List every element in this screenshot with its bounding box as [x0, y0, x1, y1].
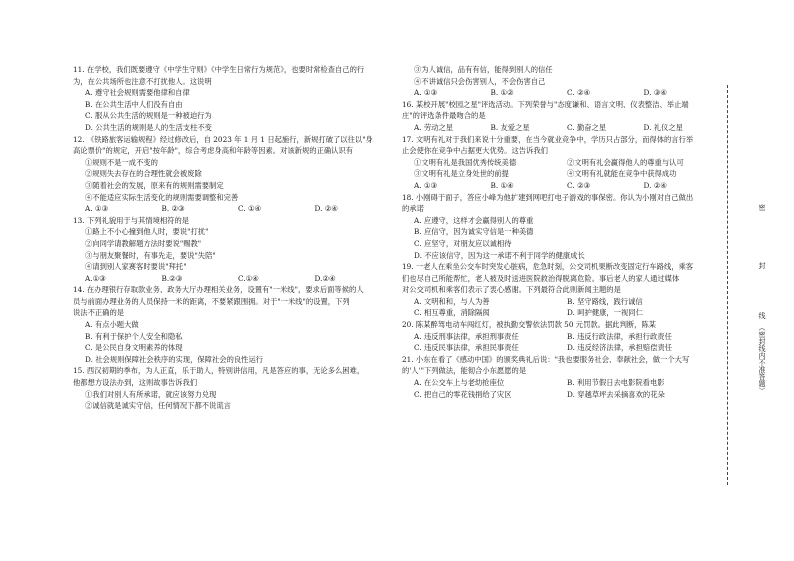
question-13-item-2: ②向同学请教解题方法时要说"赐教": [85, 238, 202, 248]
question-21-choices-row-2: [402, 389, 720, 401]
question-11-stem: 11. 在学校，我们既要遵守《中学生守则》《中学生日常行为规范》，也要时常检查自己的行: [73, 65, 365, 74]
question-12-stem-cont: 高论票价"的规定，开启"按年龄"，综合考虑身高和年龄等因素。对该新规的正确认识有: [73, 146, 354, 156]
question-14-option-b: B. 有利于保护个人安全和隐私: [85, 331, 183, 341]
question-17-items-row-2: [402, 168, 720, 180]
question-16-option-d: D. 礼仪之星: [643, 122, 683, 132]
question-21-stem-cont: 的'人'"下列做法，能彻合小东愿愿的是: [402, 366, 527, 376]
question-20-stem: 20. 陈某醉驾电动车闯红灯，被执勤交警依法罚款 50 元罚款。据此判断，陈某: [402, 320, 657, 330]
question-14-stem: 14. 在办理银行存取款业务、政务大厅办理相关业务，设置有"一米线"，要求后面等候的人: [73, 285, 364, 295]
seal-char-xian: 线: [758, 312, 766, 319]
question-18-stem: 18. 小刚碍于面子，答应小峰为他扩建到网吧打电子游戏的事保密。你认为小刚对自己做出: [402, 192, 694, 202]
question-20-option-b: B. 违反行政法律，承担行政责任: [567, 331, 672, 341]
question-15-item-3: ③为人诚信，品有有信，能得到别人的信任: [414, 65, 553, 74]
seal-dashed-line: [727, 85, 728, 485]
question-15-option-c: C. ②④: [567, 88, 591, 98]
seal-char-feng: 封: [758, 262, 766, 269]
question-15-stem-cont: 他都想方设法办到，这则故事告诉我们: [73, 378, 198, 388]
question-15-option-a: A. ①③: [414, 88, 437, 98]
question-19-choices-row-1: [402, 296, 720, 308]
question-20-choices-row-1: [402, 331, 720, 343]
question-13-item-3: ③与朋友聚餐时，有事先走，要说"失陪": [85, 250, 216, 260]
question-12-item-1: ①规则不是一成不变的: [85, 157, 158, 167]
question-19-option-d: D. 呵护健康，一视同仁: [567, 308, 643, 318]
question-17-stem-cont: 止会使你在竞争中占据更大优势。这告诉我们: [402, 146, 548, 156]
question-17-item-4: ④文明有礼就能在竞争中获得成功: [567, 169, 677, 179]
question-21-option-d: D. 穿越草坪去采摘喜欢的花朵: [567, 389, 665, 399]
question-17-option-b: B. ①④: [490, 180, 514, 190]
question-13-option-c: C.①④: [238, 273, 259, 283]
question-18-option-a: A. 应遵守，这样才会赢得别人的尊重: [414, 215, 534, 225]
question-18-option-d: D. 不应该信守，因为这一承诺不利于同学的健康成长: [414, 250, 585, 260]
question-14-option-c: C. 是公民自身文明素养的体现: [85, 343, 183, 353]
question-12-option-c: C. ①④: [238, 204, 262, 214]
question-15-item-1: ①我们对别人有所承诺，就应该努力兑现: [85, 389, 217, 399]
question-13-stem: 13. 下列礼貌用于与其情境相符的是: [73, 215, 190, 225]
question-21-option-b: B. 利用节假日去电影院看电影: [567, 378, 665, 388]
question-16-option-c: C. 勤奋之星: [567, 122, 607, 132]
question-17-item-1: ①文明有礼是我国优秀传统美德: [414, 157, 517, 167]
question-19-option-a: A. 文明和和，与人为善: [414, 296, 490, 306]
question-15-stem: 15. 西汉初期的季布，为人正直，乐于助人，特别讲信用，凡是答应的事，无论多么困难，: [73, 366, 365, 376]
right-column: [402, 64, 720, 400]
question-11-option-a: A. 遵守社会规则需要他律和自律: [85, 88, 190, 98]
question-12-option-b: B. ②③: [161, 204, 185, 214]
question-15-item-4: ④不讲诚信只会伤害别人，不会伤害自己: [414, 76, 546, 86]
question-12-choices: [73, 203, 391, 215]
question-20-choices-row-2: [402, 342, 720, 354]
question-12-item-2: ②规则失去存在的合理性就会被废除: [85, 169, 202, 179]
question-13-choices: [73, 273, 391, 285]
question-12-option-a: A. ①③: [85, 204, 108, 214]
question-20-option-d: D. 违反经济法律，承担赔偿责任: [567, 343, 673, 353]
question-15-option-b: B. ①②: [490, 88, 514, 98]
question-16-stem-cont: 庄"的评选条件最吻合的是: [402, 111, 486, 121]
question-12-stem: 12. 《铁路旅客运输规程》经过修改后，自 2023 年 1 月 1 日起施行，新规打破了以往以"身: [73, 134, 373, 144]
question-11-stem-cont: 为，在公共场所也注意不打扰他人。这说明: [73, 76, 212, 86]
question-16-option-b: B. 友爱之星: [490, 122, 530, 132]
question-17-option-a: A. ①③: [414, 180, 437, 190]
question-21-option-c: C. 把自己的零花钱捐给了灾区: [414, 389, 512, 399]
question-13-item-4: ④请到别人家赛客时要说"拜托": [85, 262, 187, 272]
question-19-stem: 19. 一老人在乘坐公交车时突发心脏病，危急时刻，公交司机果断改变固定行车路线，乘客: [402, 262, 694, 272]
question-17-items-row-1: [402, 157, 720, 169]
question-14-stem-end: 说法不正确的是: [73, 308, 125, 318]
question-18-option-b: B. 应信守，因为诚实守信是一种美德: [414, 227, 534, 237]
question-12-item-4: ④不能适应实际生活变化的规则需要调整和完善: [85, 192, 239, 202]
question-17-choices: [402, 180, 720, 192]
question-15-option-d: D. ③④: [643, 88, 667, 98]
left-column: [73, 64, 391, 412]
question-11-option-d: D. 公共生活的规则是人的生活支柱不变: [85, 122, 212, 132]
question-16-choices: [402, 122, 720, 134]
question-20-option-c: C. 违反民事法律，承担民事责任: [414, 343, 519, 353]
question-13-option-b: B.②③: [161, 273, 183, 283]
question-14-option-d: D. 社会规则保障社会秩序的实现，保障社会的良性运行: [85, 354, 264, 364]
question-14-stem-cont: 员与前面办理业务的人员保持一米的距离，不要紧跟围拥。对于"一米线"的设置，下列: [73, 296, 350, 306]
question-21-option-a: A. 在公交车上与老幼抢座位: [414, 378, 505, 388]
question-13-option-a: A.①③: [85, 273, 106, 283]
question-14-option-a: A. 有点小题大做: [85, 320, 139, 330]
question-15-item-2: ②诚信就是诚实守信，任何情况下都不说谎言: [85, 401, 231, 411]
question-21-stem: 21. 小东在看了《感动中国》的颁奖典礼后说："我也要服务社会、奉献社会，做一个大写: [402, 354, 690, 364]
question-18-stem-cont: 的承诺: [402, 204, 424, 214]
question-17-option-c: C. ②③: [567, 180, 591, 190]
question-19-stem-cont: 们也尽自己所能帮忙，老人被及时送进医院救治得脱离危险。事后老人的家人通过媒体: [402, 273, 680, 283]
question-17-item-3: ③文明有礼是立身处世的前提: [414, 169, 509, 179]
question-18-option-c: C. 应坚守，对朋友应以诚相待: [414, 238, 512, 248]
seal-note: （密封线内不准答题）: [758, 324, 766, 394]
question-13-item-1: ①路上不小心撞到他人时，要说"打扰": [85, 227, 209, 237]
question-19-option-b: B. 坚守路线，践行诚信: [567, 296, 643, 306]
question-19-choices-row-2: [402, 307, 720, 319]
seal-char-mi: 密: [758, 204, 766, 211]
question-17-item-2: ②文明有礼会赢得他人的尊重与认可: [567, 157, 684, 167]
question-19-stem-end: 对公交司机和乘客们表示了衷心感谢。下列最符合此则新闻主题的是: [402, 285, 621, 295]
question-17-option-d: D. ②④: [643, 180, 667, 190]
question-20-option-a: A. 违反刑事法律，承担刑事责任: [414, 331, 519, 341]
question-19-option-c: C. 相互尊重，消除隔阂: [414, 308, 490, 318]
question-17-stem: 17. 文明有礼对于我们来说十分重要，在当今就业竞争中，学历只占部分，而得体的言行举: [402, 134, 694, 144]
question-12-item-3: ③随着社会的发展，原来有的规则需要制定: [85, 180, 224, 190]
question-13-option-d: D.②④: [314, 273, 336, 283]
question-15-choices: [402, 87, 720, 99]
question-12-option-d: D. ②④: [314, 204, 338, 214]
question-21-choices-row-1: [402, 377, 720, 389]
question-16-option-a: A. 劳动之星: [414, 122, 454, 132]
question-16-stem: 16. 某校开展"校园之星"评选活动。下列荣誉与"态度谦和、语言文明、仪表整洁、举止端: [402, 99, 689, 109]
question-11-option-b: B. 在公共生活中人们没有自由: [85, 99, 183, 109]
question-11-option-c: C. 服从公共生活的规则是一种被迫行为: [85, 111, 212, 121]
